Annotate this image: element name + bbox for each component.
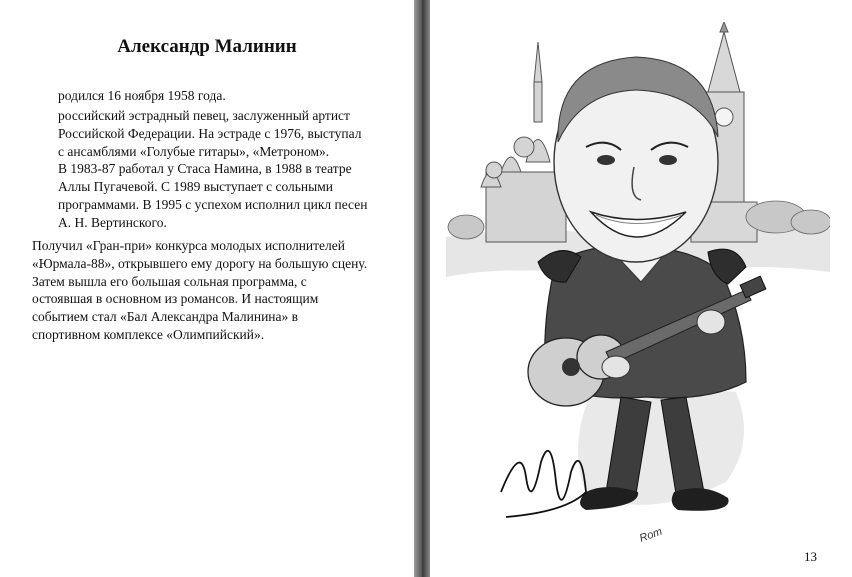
text-line: Аллы Пугачевой. С 1989 выступает с сольными [58, 179, 333, 195]
artist-mark: Rom [637, 525, 664, 545]
text-line: В 1983-87 работал у Стаса Намина, в 1988 в театре [58, 161, 352, 177]
caricature-illustration [446, 22, 830, 552]
text-line: остоявшая в основном из романсов. И настоящим [32, 291, 319, 307]
signature-scribble [501, 451, 586, 517]
text-line: спортивном комплексе «Олимпийский». [32, 326, 265, 342]
caricature-head [554, 57, 718, 262]
birth-date-line: родился 16 ноября 1958 года. [58, 88, 226, 103]
text-line: событием стал «Бал Александра Малинина» в [32, 309, 299, 325]
page-number: 13 [804, 549, 817, 564]
text-line: Затем вышла его большая сольная программа, с [32, 273, 307, 289]
biography-paragraph-1 [58, 107, 403, 232]
text-line: с ансамблями «Голубые гитары», «Метроном». [58, 143, 330, 159]
text-line: программами. В 1995 с успехом исполнил цикл песен [58, 196, 368, 212]
text-line: А. Н. Вертинского. [58, 214, 167, 230]
text-line: «Юрмала-88», открывшего ему дорогу на большую сцену. [32, 255, 368, 271]
text-line: Российской Федерации. На эстраде с 1976, выступал [58, 125, 362, 141]
text-line: Получил «Гран-при» конкурса молодых исполнителей [32, 238, 345, 253]
biography-paragraph-2 [32, 237, 404, 344]
text-line: российский эстрадный певец, заслуженный артист [58, 108, 350, 123]
page-title: Александр Малинин [117, 36, 297, 57]
book-gutter [414, 0, 430, 577]
cathedral-drawing [481, 42, 566, 242]
